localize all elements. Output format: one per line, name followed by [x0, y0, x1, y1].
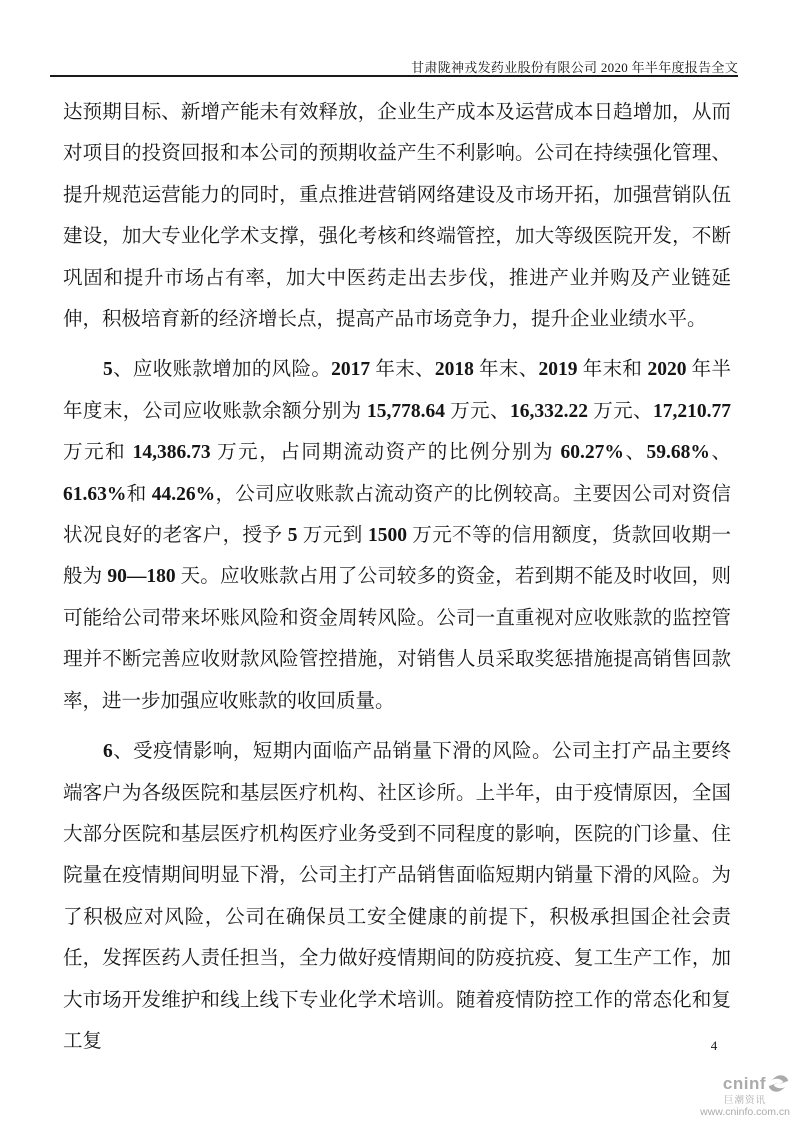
- body-text: 、受疫情影响，短期内面临产品销量下滑的风险。公司主打产品主要终端客户为各级医院和基层医疗机构、社区诊所。上半年，由于疫情原因，全国大部分医院和基层医疗机构医疗业务受到不同程度的影响，医院的门诊量、住院量在疫情期间明显下滑，公司主打产品销售面临短期内销量下滑的风险。为了积极应对风险，公司在确保员工安全健康的前提下，积极承担国企社会责任，发挥医药人责任担当，全力做好疫情期间的防疫抗疫、复工生产工作，加大市场开发维护和线上线下专业化学术培训。随着疫情防控工作的常态化和复工复: [63, 741, 731, 1052]
- body-text: 年半年度末，公司应收账款余额分别为: [63, 359, 731, 422]
- paragraph: [63, 92, 731, 340]
- cninfo-url: www.cninfo.com.cn: [700, 1105, 790, 1118]
- numeric-text: 1500: [367, 525, 407, 547]
- cninfo-swirl-icon: [767, 1072, 790, 1095]
- header-title: 甘肃陇神戎发药业股份有限公司 2020 年半年度报告全文: [411, 60, 738, 75]
- body-text: 达预期目标、新增产能未有效释放，企业生产成本及运营成本日趋增加，从而对项目的投资回报和本公司的预期收益产生不利影响。公司在持续强化管理、提升规范运营能力的同时，重点推进营销网络建设及市场开拓，加强营销队伍建设，加大专业化学术支撑，强化考核和终端管控，加大等级医院开发，不断巩固和提升市场占有率，加大中医药走出去步伐，推进产业并购及产业链延伸，积极培育新的经济增长点，提高产品市场竞争力，提升企业业绩水平。: [63, 102, 731, 331]
- body-text: 年末、: [370, 359, 435, 381]
- numeric-text: 5: [287, 525, 298, 547]
- cninfo-logo: [700, 1072, 790, 1117]
- body-text: 、应收账款增加的风险。: [112, 359, 332, 381]
- body-text: 天。应收账款占用了公司较多的资金，若到期不能及时收回，则可能给公司带来坏账风险和资金周转风险。公司一直重视对应收账款的监控管理并不断完善应收财款风险管控措施，对销售人员采取奖惩措施提高销售回款率，进一步加强应收账款的收回质量。: [63, 566, 731, 712]
- body-text: 万元、: [444, 400, 510, 422]
- cninfo-brand-text: cninf: [722, 1074, 766, 1093]
- paragraph: [63, 349, 731, 722]
- numeric-text: 6: [103, 741, 113, 763]
- body-text: ，公司应收账款占流动资产的比例较高。主要因公司对资信状况良好的老客户，授予: [63, 483, 731, 547]
- numeric-text: 2017: [331, 359, 371, 381]
- numeric-text: 14,386.73: [132, 442, 211, 464]
- document-body: [63, 92, 731, 1071]
- numeric-text: 60.27%: [560, 442, 624, 464]
- body-text: 年末和: [577, 359, 648, 381]
- numeric-text: 16,332.22: [509, 400, 588, 422]
- page-header: [50, 57, 738, 76]
- numeric-text: 44.26%: [151, 483, 216, 505]
- body-text: 万元、: [587, 400, 653, 422]
- body-text: 万元到: [297, 525, 368, 547]
- numeric-text: 2018: [434, 359, 474, 381]
- numeric-text: 90—180: [107, 566, 176, 588]
- body-text: 、: [709, 442, 731, 464]
- body-text: 和: [126, 483, 152, 505]
- numeric-text: 17,210.77: [652, 400, 731, 422]
- numeric-text: 2019: [538, 359, 578, 381]
- numeric-text: 2020: [647, 359, 687, 381]
- body-text: 万元和: [63, 442, 133, 464]
- header-rule: [50, 75, 738, 77]
- cninfo-chinese-name: 巨潮资讯: [723, 1095, 766, 1106]
- body-text: 万元，占同期流动资产的比例分别为: [210, 442, 561, 464]
- numeric-text: 59.68%: [646, 442, 710, 464]
- page-number: 4: [710, 1038, 718, 1053]
- numeric-text: 5: [103, 359, 113, 381]
- cninfo-logo-top: [700, 1072, 790, 1095]
- body-text: 年末、: [473, 359, 539, 381]
- numeric-text: 61.63%: [63, 483, 127, 505]
- numeric-text: 15,778.64: [366, 400, 445, 422]
- body-text: 万元不等的信用额度，货款回收期一般为: [63, 525, 731, 588]
- paragraph: [63, 731, 731, 1062]
- body-text: 、: [623, 442, 647, 464]
